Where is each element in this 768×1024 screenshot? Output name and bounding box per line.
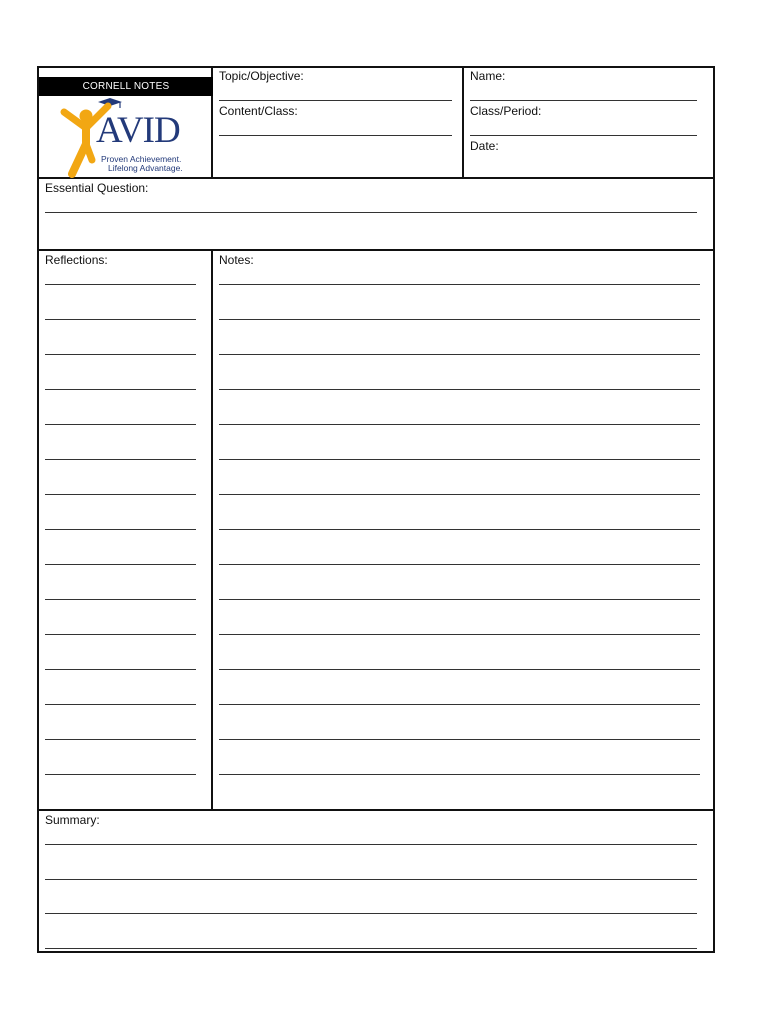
notes-line[interactable] — [219, 459, 700, 460]
reflection-line[interactable] — [45, 739, 196, 740]
notes-line[interactable] — [219, 354, 700, 355]
reflection-line[interactable] — [45, 319, 196, 320]
notes-line[interactable] — [219, 319, 700, 320]
question-bottom-border — [38, 249, 714, 251]
cornell-notes-badge: CORNELL NOTES — [39, 77, 213, 96]
reflection-line[interactable] — [45, 529, 196, 530]
notes-line[interactable] — [219, 774, 700, 775]
summary-line[interactable] — [45, 948, 697, 949]
reflection-line[interactable] — [45, 634, 196, 635]
avid-tagline-1: Proven Achievement. — [101, 154, 182, 164]
topic-objective-label: Topic/Objective: — [219, 69, 304, 83]
summary-line[interactable] — [45, 913, 697, 914]
reflection-line[interactable] — [45, 494, 196, 495]
notes-line[interactable] — [219, 634, 700, 635]
reflection-line[interactable] — [45, 564, 196, 565]
notes-line[interactable] — [219, 529, 700, 530]
summary-line[interactable] — [45, 844, 697, 845]
class-period-label: Class/Period: — [470, 104, 542, 118]
reflection-line[interactable] — [45, 424, 196, 425]
essential-question-label: Essential Question: — [45, 181, 149, 195]
notes-line[interactable] — [219, 599, 700, 600]
class-period-line[interactable] — [470, 135, 697, 136]
header-divider-right — [462, 67, 464, 178]
reflection-line[interactable] — [45, 599, 196, 600]
avid-tagline-2: Lifelong Advantage. — [108, 163, 183, 173]
reflection-line[interactable] — [45, 459, 196, 460]
avid-wordmark: AVID — [96, 110, 180, 151]
content-class-line[interactable] — [219, 135, 452, 136]
notes-line[interactable] — [219, 564, 700, 565]
notes-label: Notes: — [219, 253, 254, 267]
date-label: Date: — [470, 139, 499, 153]
notes-line[interactable] — [219, 494, 700, 495]
notes-line[interactable] — [219, 704, 700, 705]
content-class-label: Content/Class: — [219, 104, 298, 118]
reflection-line[interactable] — [45, 284, 196, 285]
summary-label: Summary: — [45, 813, 100, 827]
notes-line[interactable] — [219, 669, 700, 670]
cornell-notes-frame — [37, 66, 715, 953]
reflection-line[interactable] — [45, 774, 196, 775]
notes-line[interactable] — [219, 739, 700, 740]
reflection-line[interactable] — [45, 669, 196, 670]
topic-objective-line[interactable] — [219, 100, 452, 101]
reflection-line[interactable] — [45, 389, 196, 390]
name-label: Name: — [470, 69, 506, 83]
summary-line[interactable] — [45, 879, 697, 880]
avid-logo — [52, 98, 202, 178]
summary-top-border — [38, 809, 714, 811]
notes-line[interactable] — [219, 284, 700, 285]
notes-line[interactable] — [219, 389, 700, 390]
reflection-line[interactable] — [45, 704, 196, 705]
reflections-notes-divider — [211, 250, 213, 810]
reflection-line[interactable] — [45, 354, 196, 355]
notes-line[interactable] — [219, 424, 700, 425]
name-line[interactable] — [470, 100, 697, 101]
essential-question-line[interactable] — [45, 212, 697, 213]
reflections-label: Reflections: — [45, 253, 108, 267]
